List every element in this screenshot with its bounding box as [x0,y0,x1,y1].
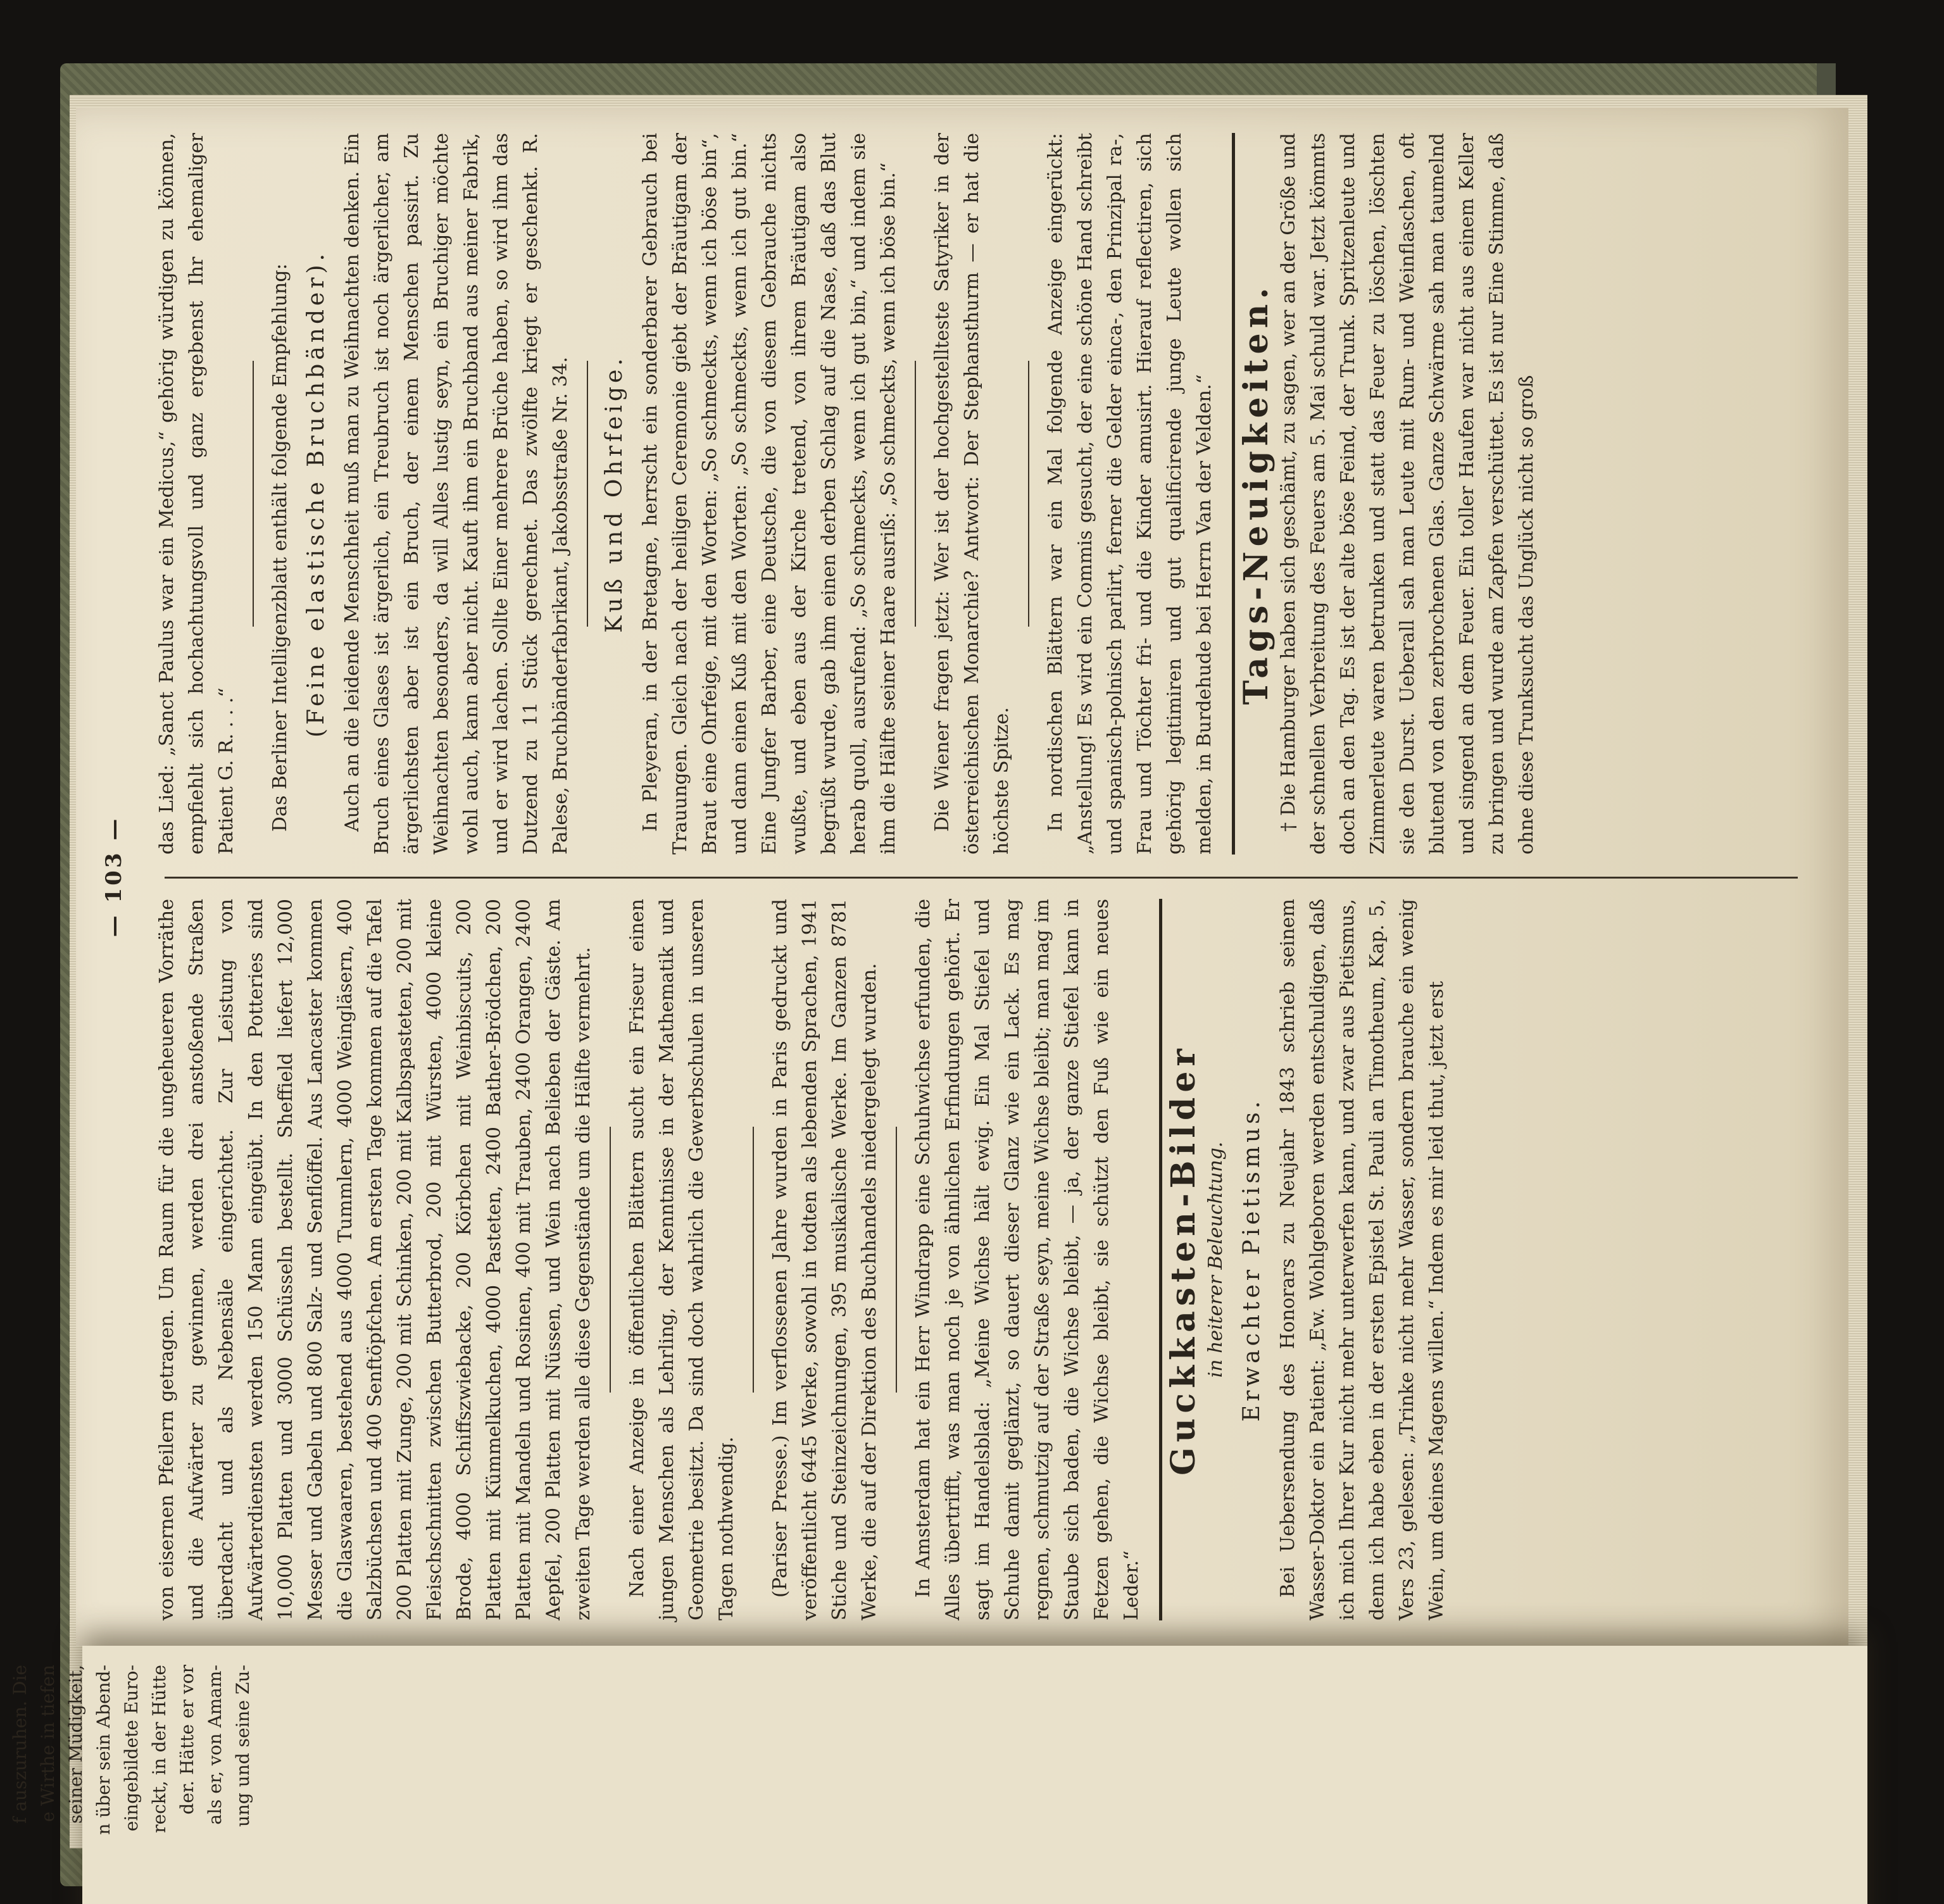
heading: Guckkasten-Bilder [1164,1044,1203,1475]
page-text-frame [76,108,1848,1646]
paragraph: Die Wiener fragen jetzt: Wer ist der hochgestellteste Satyriker in der österreichischen Monarchie? Antwort: Der Stephansthurm — er hat die höchste Spitze. [931,133,1013,855]
section-divider [915,361,916,627]
heavy-divider [1232,133,1235,855]
section-divider [896,1127,897,1393]
fragment-line: e Wirthe in tiefen [37,1665,58,1822]
column-divider [165,877,1798,879]
paragraph: Nach einer Anzeige in öffentlichen Blättern sucht ein Friseur einen jungen Menschen als Lehrling, der Kenntnisse in der Mathematik und Geometrie besitzt. Da sind doch wahrlich die Gewerbschulen in unseren Tagen nothwendig. [626,899,737,1620]
fragment-line: f auszuruhen. Die [9,1665,30,1824]
heavy-divider [1159,899,1162,1620]
section-divider [587,361,588,627]
paragraph: In nordischen Blättern war ein Mal folgende Anzeige eingerückt: „Anstellung! Es wird ein Commis gesucht, der eine schöne Hand schreibt und spanisch-polnisch parlirt, ferner die Gelder einca-, den Prinzipal ra-, Frau und Töchter fri- und die Kinder amusirt. Hierauf reflectiren, sich gehörig legitimiren und gut qualificirende junge Leute wollen sich melden, in Burdehude bei Herrn Van der Velden.“ [1044,133,1215,855]
facing-page-fragment [9,1646,1867,1904]
fragment-line: als er, von Amam- [204,1665,225,1825]
left-text-column [152,899,1810,1620]
paragraph: Bei Uebersendung des Honorars zu Neujahr 1843 schrieb seinem Wasser-Doktor ein Patient: „Ew. Wohlgeboren werden entschuldigen, daß ich mich Ihrer Kur nicht mehr unterwerfen kann, und zwar aus Pietismus, denn ich habe eben in der ersten Epistel St. Pauli an Timotheum, Kap. 5, Vers 23, gelesen: „Trinke nicht mehr Wasser, sondern brauche ein wenig Wein, um deines Magens willen.“ Indem es mir leid thut, jetzt erst [1277,899,1448,1620]
heading: (Feine elastische Bruchbänder). [303,249,329,738]
fragment-line: eingebildete Euro- [121,1665,142,1832]
heading: Tags-Neuigkeiten. [1237,282,1276,705]
paragraph: das Lied: „Sanct Paulus war ein Medicus,“ gehörig würdigen zu können, empfiehlt sich hochachtungsvoll und ganz ergebenst Ihr ehemaliger Patient G. R. . . .“ [156,133,237,855]
paragraph: Auch an die leidende Menschheit muß man zu Weihnachten denken. Ein Bruch eines Glases ist ärgerlich, ein Treubruch ist noch ärgerlicher, am ärgerlichsten aber ist ein Bruch, der einem Menschen passirt. Zu Weihnachten besonders, da will Alles lustig seyn, ein Bruchiger möchte wohl auch, kann aber nicht. Kauft ihm ein Bruchband aus meiner Fabrik, und er wird lachen. Sollte Einer mehrere Brüche haben, so wird ihm das Dutzend zu 11 Stück gerechnet. Das zwölfte kriegt er geschenkt. R. Palese, Bruchbänderfabrikant, Jakobsstraße Nr. 34. [341,133,572,855]
facing-page-text [6,1646,310,1904]
paragraph: Das Berliner Intelligenzblatt enthält folgende Empfehlung: [269,263,291,832]
heading: Erwachter Pietismus. [1239,1097,1265,1422]
fragment-line: reckt, in der Hütte [149,1665,170,1833]
fragment-line: seiner Müdigkeit, [65,1665,86,1824]
section-divider [1028,361,1029,627]
book-page [76,108,1848,1646]
heading: Kuß und Ohrfeige. [601,354,627,633]
heading: in heiterer Beleuchtung. [1205,1141,1227,1378]
section-divider [253,361,254,627]
fragment-line: der. Hätte er vor [177,1665,198,1815]
fragment-line: ung und seine Zu- [232,1665,253,1827]
right-text-column [152,133,1810,855]
paragraph: (Pariser Presse.) Im verflossenen Jahre wurden in Paris gedruckt und veröffentlicht 6445 Werke, sowohl in todten als lebenden Sprachen, 1941 Stiche und Steinzeichnungen, 395 musikalische Werke. Im Ganzen 8781 Werke, die auf der Direktion des Buchhandels niedergelegt wurden. [769,899,881,1620]
paragraph: von eisernen Pfeilern getragen. Um Raum für die ungeheueren Vorräthe und die Aufwärter zu gewinnen, werden drei anstoßende Straßen überdacht und als Nebensäle eingerichtet. Zur Leistung von Aufwärterdiensten werden 150 Mann eingeübt. In den Potteries sind 10,000 Platten und 3000 Schüsseln bestellt. Sheffield liefert 12,000 Messer und Gabeln und 800 Salz- und Senflöffel. Aus Lancaster kommen die Glaswaaren, bestehend aus 4000 Tummlern, 4000 Weingläsern, 400 Salzbüchsen und 400 Senftöpfchen. Am ersten Tage kommen auf die Tafel 200 Platten mit Zunge, 200 mit Schinken, 200 mit Kalbspasteten, 200 mit Fleischschnitten zwischen Butterbrod, 200 mit Würsten, 4000 kleine Brode, 4000 Schiffszwiebacke, 200 Körbchen mit Weinbiscuits, 200 Platten mit Kümmelkuchen, 4000 Pasteten, 2400 Bather-Brödchen, 200 Platten mit Mandeln und Rosinen, 400 mit Trauben, 2400 Orangen, 2400 Aepfel, 200 Platten mit Nüssen, und Wein nach Belieben der Gäste. Am zweiten Tage werden alle diese Gegenstände um die Hälfte vermehrt. [156,899,594,1620]
page-number: — 103 — [101,816,127,937]
paragraph: In Amsterdam hat ein Herr Windrapp eine Schuhwichse erfunden, die Alles übertrifft, was man noch je von ähnlichen Erfindungen gehört. Er sagt im Handelsblad: „Meine Wichse hält ewig. Ein Mal Stiefel und Schuhe damit geglänzt, so dauert dieser Glanz wie ein Lack. Es mag regnen, schmutzig auf der Straße seyn, meine Wichse bleibt; man mag im Staube sich baden, die Wichse bleibt, — ja, der ganze Stiefel kann in Fetzen gehen, die Wichse bleibt, sie schützt den Fuß wie ein neues Leder.“ [912,899,1143,1620]
section-divider [753,1127,754,1393]
fragment-line: n über sein Abend- [93,1665,114,1835]
paragraph: † Die Hamburger haben sich geschämt, zu sagen, wer an der Größe und der schnellen Verbreitung des Feuers am 5. Mai schuld war. Jetzt kömmts doch an den Tag. Es ist der alte böse Feind, der Trunk. Spritzenleute und Zimmerleute waren betrunken und statt das Feuer zu löschen, löschten sie den Durst. Ueberall sah man Leute mit Rum- und Weinflaschen, oft blutend von den zerbrochenen Glas. Ganze Schwärme sah man taumelnd und singend an dem Feuer. Ein toller Haufen war nicht aus einem Keller zu bringen und wurde am Zapfen verschüttet. Es ist nur Eine Stimme, daß ohne diese Trunksucht das Unglück nicht so groß [1277,133,1538,855]
section-divider [610,1127,611,1393]
paragraph: In Pleyeran, in der Bretagne, herrscht ein sonderbarer Gebrauch bei Trauungen. Gleich nach der heiligen Ceremonie giebt der Bräutigam der Braut eine Ohrfeige, mit den Worten: „So schmeckts, wenn ich böse bin“, und dann einen Kuß mit den Worten: „So schmeckts, wenn ich gut bin.“ Eine Jungfer Barber, eine Deutsche, die von diesem Gebrauche nichts wußte, und eben aus der Kirche tretend, von ihrem Bräutigam also begrüßt wurde, gab ihm einen derben Schlag auf die Nase, daß das Blut herab quoll, ausrufend: „So schmeckts, wenn ich gut bin,“ und indem sie ihm die Hälfte seiner Haare ausriß: „So schmeckts, wenn ich böse bin.“ [639,133,900,855]
